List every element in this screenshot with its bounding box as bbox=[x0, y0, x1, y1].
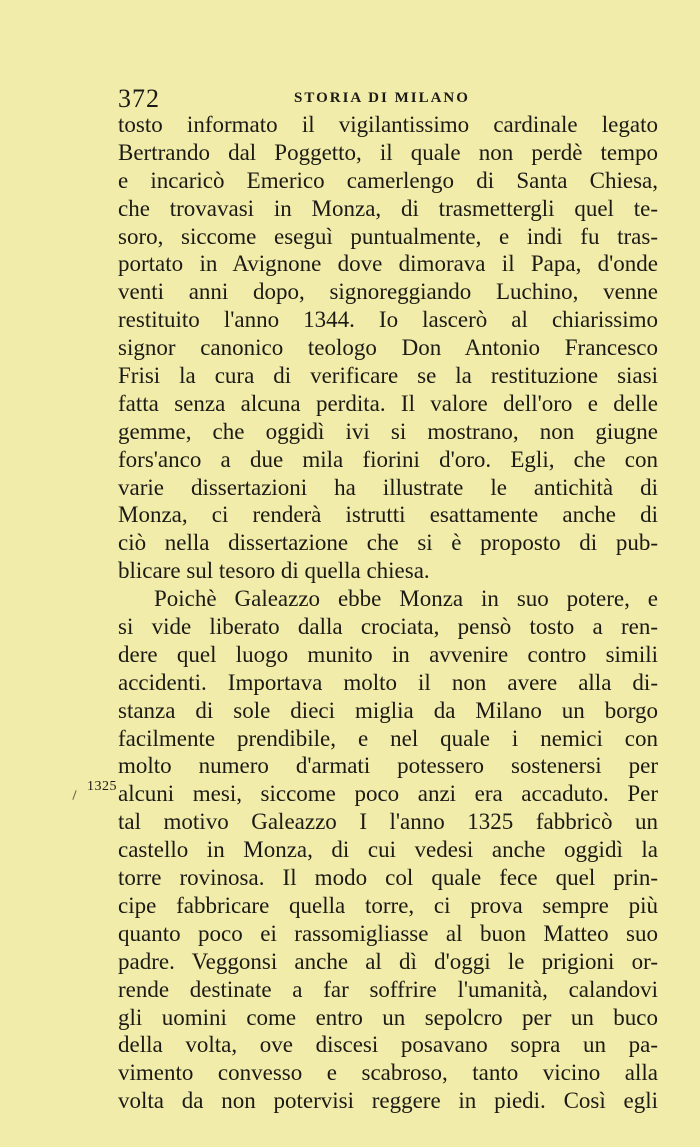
text-line: Monza, ci renderà istrutti esattamente anche di bbox=[118, 502, 658, 528]
text-line: castello in Monza, di cui vedesi anche oggidì la bbox=[118, 837, 658, 863]
text-line: alcuni mesi, siccome poco anzi era accaduto. Per bbox=[118, 781, 658, 807]
text-line: venti anni dopo, signoreggiando Luchino, venne bbox=[118, 279, 658, 305]
running-title: STORIA DI MILANO bbox=[294, 90, 470, 106]
text-line: cipe fabbricare quella torre, ci prova sempre più bbox=[118, 892, 658, 918]
text-line: che trovavasi in Monza, di trasmettergli quel te- bbox=[118, 195, 658, 221]
text-line: accidenti. Importava molto il non avere alla di- bbox=[118, 669, 658, 695]
text-line: ciò nella dissertazione che si è proposto di pub- bbox=[118, 530, 658, 556]
text-line: signor canonico teologo Don Antonio Francesco bbox=[118, 335, 658, 361]
text-line: della volta, ove discesi posavano sopra un pa- bbox=[118, 1032, 658, 1058]
text-line: tal motivo Galeazzo I l'anno 1325 fabbricò un bbox=[118, 809, 658, 835]
text-line: Bertrando dal Poggetto, il quale non perdè tempo bbox=[118, 139, 658, 165]
paragraph-start-line: Poichè Galeazzo ebbe Monza in suo potere, e bbox=[154, 586, 658, 612]
text-line: portato in Avignone dove dimorava il Papa, d'onde bbox=[118, 251, 658, 277]
text-line: molto numero d'armati potessero sostenersi per bbox=[118, 753, 658, 779]
margin-year-note: 1325 bbox=[87, 779, 117, 794]
text-line: gemme, che oggidì ivi si mostrano, non giugne bbox=[118, 418, 658, 444]
page-number: 372 bbox=[118, 84, 160, 113]
text-line: dere quel luogo munito in avvenire contro simili bbox=[118, 641, 658, 667]
text-line: torre rovinosa. Il modo col quale fece quel prin- bbox=[118, 865, 658, 891]
body-text bbox=[118, 111, 658, 1115]
text-line: gli uomini come entro un sepolcro per un buco bbox=[118, 1004, 658, 1030]
text-line: volta da non potervisi reggere in piedi. Così egli bbox=[118, 1088, 658, 1114]
text-line: e incaricò Emerico camerlengo di Santa Chiesa, bbox=[118, 167, 658, 193]
text-line: fatta senza alcuna perdita. Il valore dell'oro e delle bbox=[118, 390, 658, 416]
text-line: quanto poco ei rassomigliasse al buon Matteo suo bbox=[118, 920, 658, 946]
text-line: varie dissertazioni ha illustrate le antichità di bbox=[118, 474, 658, 500]
text-line: soro, siccome eseguì puntualmente, e indi fu tras- bbox=[118, 223, 658, 249]
text-line: restituito l'anno 1344. Io lascerò al chiarissimo bbox=[118, 307, 658, 333]
paragraph-end-line: blicare sul tesoro di quella chiesa. bbox=[118, 558, 430, 584]
text-line: Frisi la cura di verificare se la restituzione siasi bbox=[118, 363, 658, 389]
text-line: si vide liberato dalla crociata, pensò tosto a ren- bbox=[118, 614, 658, 640]
text-line: fors'anco a due mila fiorini d'oro. Egli, che con bbox=[118, 446, 658, 472]
running-head bbox=[118, 84, 658, 114]
margin-mark bbox=[72, 790, 76, 800]
text-line: stanza di sole dieci miglia da Milano un borgo bbox=[118, 697, 658, 723]
text-line: padre. Veggonsi anche al dì d'oggi le prigioni or- bbox=[118, 948, 658, 974]
text-line: tosto informato il vigilantissimo cardinale legato bbox=[118, 112, 658, 137]
text-line: facilmente prendibile, e nel quale i nemici con bbox=[118, 725, 658, 751]
text-line: vimento convesso e scabroso, tanto vicino alla bbox=[118, 1060, 658, 1086]
text-line: rende destinate a far soffrire l'umanità, calandovi bbox=[118, 976, 658, 1002]
